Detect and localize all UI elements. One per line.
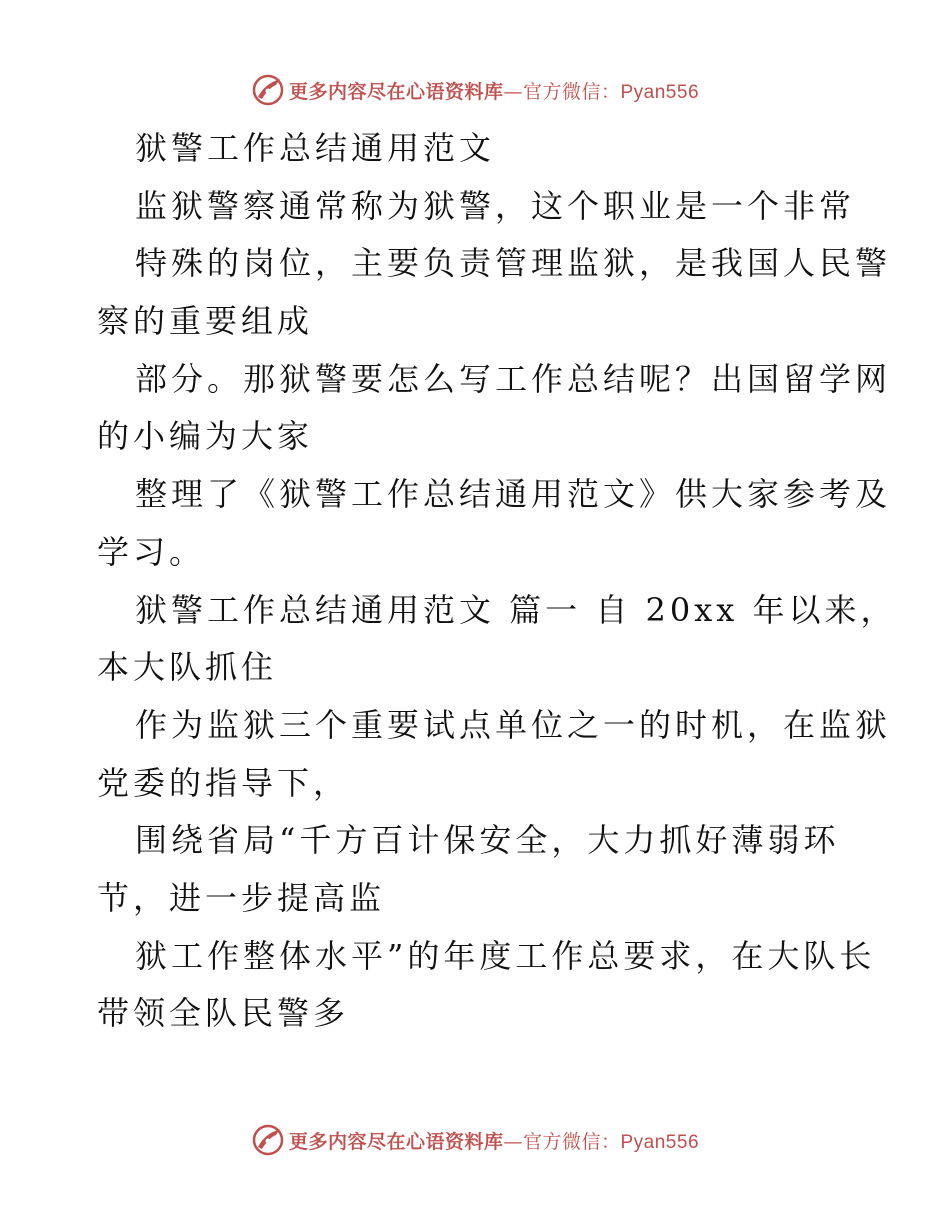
banner-separator: — xyxy=(503,80,523,103)
banner-wechat-text: 官方微信：Pyan556 xyxy=(523,81,700,103)
pen-logo-icon xyxy=(251,1123,285,1157)
banner-wechat-text: 官方微信：Pyan556 xyxy=(523,1131,700,1153)
document-title: 狱警工作总结通用范文 xyxy=(135,129,496,167)
header-watermark-banner xyxy=(0,70,950,110)
paragraph-line: 整理了《狱警工作总结通用范文》供大家参考及 xyxy=(135,475,892,514)
banner-main-text: 更多内容尽在心语资料库 xyxy=(288,80,504,103)
banner-text xyxy=(289,77,699,104)
paragraph-line: 察的重要组成 xyxy=(97,302,314,341)
banner-text xyxy=(289,1127,699,1154)
banner-main-text: 更多内容尽在心语资料库 xyxy=(288,1130,504,1153)
banner-separator: — xyxy=(503,1130,523,1153)
paragraph-line: 节，进一步提高监 xyxy=(97,878,386,917)
paragraph-line: 监狱警察通常称为狱警，这个职业是一个非常 xyxy=(135,186,856,225)
paragraph-line: 带领全队民警多 xyxy=(97,994,350,1033)
paragraph-line: 特殊的岗位，主要负责管理监狱，是我国人民警 xyxy=(135,244,892,283)
paragraph-line: 狱警工作总结通用范文 篇一 自 20xx 年以来， xyxy=(135,590,897,629)
paragraph-line: 的小编为大家 xyxy=(97,417,314,456)
document-body xyxy=(97,120,897,1043)
paragraph-line: 狱工作整体水平”的年度工作总要求，在大队长 xyxy=(135,936,876,975)
paragraph-line: 学习。 xyxy=(97,532,206,571)
footer-watermark-banner xyxy=(0,1120,950,1160)
paragraph-line: 作为监狱三个重要试点单位之一的时机，在监狱 xyxy=(135,705,892,744)
paragraph-line: 围绕省局“千方百计保安全，大力抓好薄弱环 xyxy=(135,821,840,860)
pen-logo-icon xyxy=(251,73,285,107)
paragraph-line: 党委的指导下， xyxy=(97,763,350,802)
paragraph-line: 部分。那狱警要怎么写工作总结呢？出国留学网 xyxy=(135,359,892,398)
paragraph-line: 本大队抓住 xyxy=(97,648,278,687)
